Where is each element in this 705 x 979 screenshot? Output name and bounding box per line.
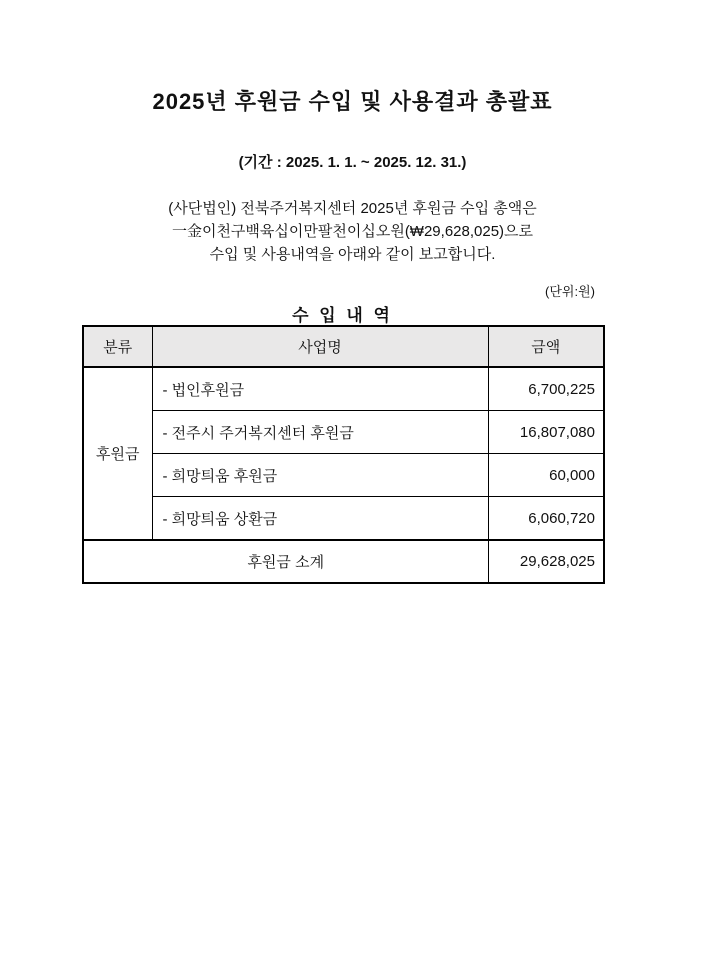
income-table-title: 수 입 내 역 [292,306,393,325]
business-name: - 희망틔움 상환금 [152,497,488,541]
summary-line-1: (사단법인) 전북주거복지센터 2025년 후원금 수입 총액은 [168,200,537,217]
summary-line-3: 수입 및 사용내역을 아래와 같이 보고합니다. [209,246,496,263]
table-header-row [83,326,604,367]
business-name: - 법인후원금 [152,367,488,411]
business-name: - 전주시 주거복지센터 후원금 [152,411,488,454]
amount-value: 6,060,720 [488,497,604,541]
table-row [83,411,604,454]
amount-value: 16,807,080 [488,411,604,454]
header-amount: 금액 [488,326,604,367]
header-category: 분류 [83,326,152,367]
summary-paragraph [0,197,705,266]
table-row [83,367,604,411]
table-row [83,497,604,541]
header-business: 사업명 [152,326,488,367]
amount-value: 6,700,225 [488,367,604,411]
subtotal-row [83,540,604,583]
income-table [82,325,605,584]
unit-note: (단위:원) [545,284,595,299]
category-cell: 후원금 [83,367,152,540]
subtotal-amount: 29,628,025 [488,540,604,583]
amount-value: 60,000 [488,454,604,497]
summary-line-2: 一金이천구백육십이만팔천이십오원(₩29,628,025)으로 [171,223,534,240]
business-name: - 희망틔움 후원금 [152,454,488,497]
report-period: (기간 : 2025. 1. 1. ~ 2025. 12. 31.) [238,154,467,171]
table-row [83,454,604,497]
subtotal-label: 후원금 소계 [83,540,488,583]
document-title: 2025년 후원금 수입 및 사용결과 총괄표 [152,89,553,114]
